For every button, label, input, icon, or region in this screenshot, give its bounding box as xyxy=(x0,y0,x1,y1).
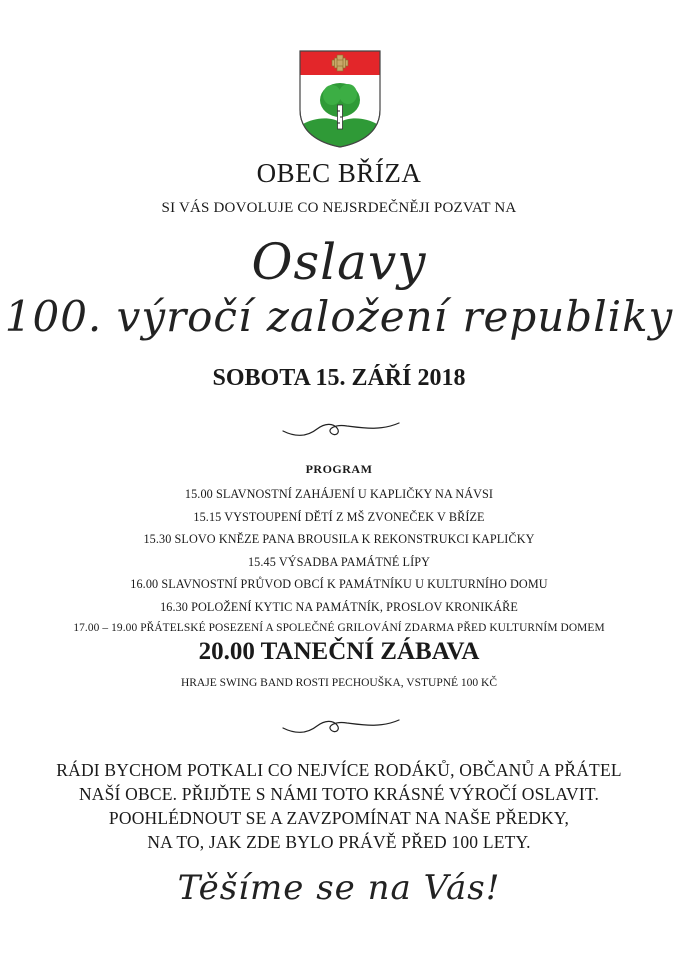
program-item: 15.30 SLOVO KNĚZE PANA BROUSILA K REKONSTRUKCI KAPLIČKY xyxy=(143,532,535,546)
program-heading: PROGRAM xyxy=(305,462,373,476)
flourish-divider-top xyxy=(281,415,401,441)
event-title-line1: Oslavy xyxy=(251,233,427,291)
organization-name: OBEC BŘÍZA xyxy=(256,158,422,188)
event-date: SOBOTA 15. ZÁŘÍ 2018 xyxy=(212,365,466,391)
program-item: 15.45 VÝSADBA PAMÁTNÉ LÍPY xyxy=(247,555,431,569)
village-coat-of-arms xyxy=(299,50,381,148)
invitation-line: SI VÁS DOVOLUJE CO NEJSRDEČNĚJI POZVAT NA xyxy=(161,200,517,216)
band-info: HRAJE SWING BAND ROSTI PECHOUŠKA, VSTUPNÉ 100 KČ xyxy=(180,677,498,689)
closing-line: POOHLÉDNOUT SE A ZAVZPOMÍNAT NA NAŠE PŘEDKY, xyxy=(108,808,570,828)
program-item: 16.30 POLOŽENÍ KYTIC NA PAMÁTNÍK, PROSLOV KRONIKÁŘE xyxy=(160,600,518,614)
closing-line: RÁDI BYCHOM POTKALI CO NEJVÍCE RODÁKŮ, OBČANŮ A PŘÁTEL xyxy=(56,760,622,780)
program-item: 17.00 – 19.00 PŘÁTELSKÉ POSEZENÍ A SPOLEČNÉ GRILOVÁNÍ ZDARMA PŘED KULTURNÍM DOMEM xyxy=(73,622,605,634)
program-item: 15.15 VYSTOUPENÍ DĚTÍ Z MŠ ZVONEČEK V BŘÍZE xyxy=(193,510,485,524)
dance-event-title: 20.00 TANEČNÍ ZÁBAVA xyxy=(198,638,480,665)
closing-line: NAŠÍ OBCE. PŘIJĎTE S NÁMI TOTO KRÁSNÉ VÝROČÍ OSLAVIT. xyxy=(78,784,600,804)
event-title-line2: 100. výročí založení republiky xyxy=(4,292,674,341)
closing-line: NA TO, JAK ZDE BYLO PRÁVĚ PŘED 100 LETY. xyxy=(147,832,531,852)
program-item: 16.00 SLAVNOSTNÍ PRŮVOD OBCÍ K PAMÁTNÍKU U KULTURNÍHO DOMU xyxy=(130,577,548,591)
program-item: 15.00 SLAVNOSTNÍ ZAHÁJENÍ U KAPLIČKY NA NÁVSI xyxy=(184,487,494,501)
closing-greeting: Těšíme se na Vás! xyxy=(177,868,501,908)
flourish-divider-bottom xyxy=(281,712,401,738)
